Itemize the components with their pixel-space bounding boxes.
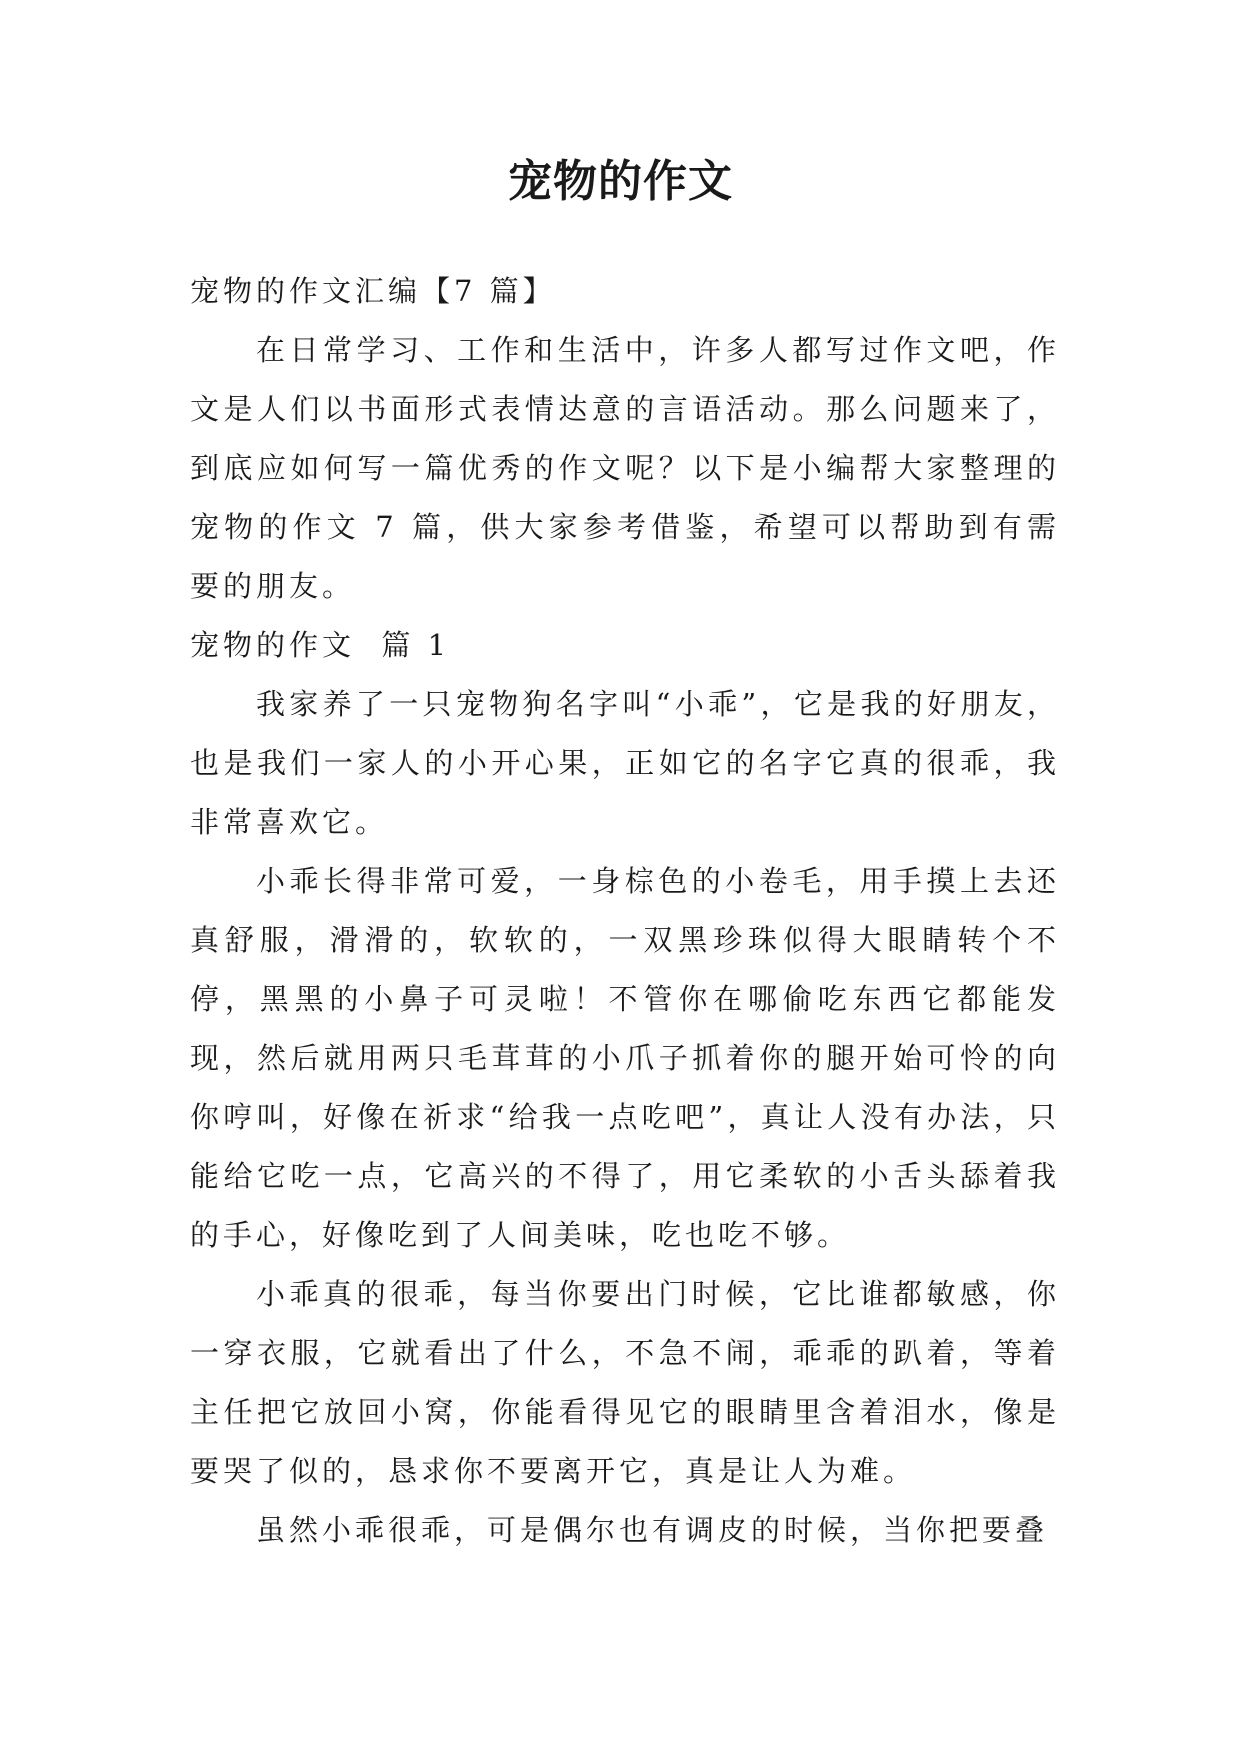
essay-1-paragraph-4: 虽然小乖很乖，可是偶尔也有调皮的时候，当你把要叠 bbox=[256, 1513, 1049, 1547]
collection-heading: 宠物的作文汇编【7 篇】 bbox=[190, 274, 556, 308]
intro-paragraph: 在日常学习、工作和生活中，许多人都写过作文吧，作文是人们以书面形式表情达意的言语活动。那么问题来了，到底应如何写一篇优秀的作文呢？以下是小编帮大家整理的宠物的作文 7 篇，供大家参考借鉴，希望可以帮助到有需要的朋友。 bbox=[190, 333, 1060, 603]
essay-1-heading: 宠物的作文 篇 1 bbox=[190, 628, 451, 662]
document-body bbox=[190, 262, 1060, 1560]
essay-1-paragraph-3: 小乖真的很乖，每当你要出门时候，它比谁都敏感，你一穿衣服，它就看出了什么，不急不闹，乖乖的趴着，等着主任把它放回小窝，你能看得见它的眼睛里含着泪水，像是要哭了似的，恳求你不要离开它，真是让人为难。 bbox=[190, 1277, 1060, 1488]
essay-1-paragraph-1: 我家养了一只宠物狗名字叫“小乖”，它是我的好朋友，也是我们一家人的小开心果，正如它的名字它真的很乖，我非常喜欢它。 bbox=[190, 687, 1060, 839]
document-title: 宠物的作文 bbox=[508, 156, 733, 207]
essay-1-paragraph-2: 小乖长得非常可爱，一身棕色的小卷毛，用手摸上去还真舒服，滑滑的，软软的，一双黑珍珠似得大眼睛转个不停，黑黑的小鼻子可灵啦！不管你在哪偷吃东西它都能发现，然后就用两只毛茸茸的小爪子抓着你的腿开始可怜的向你哼叫，好像在祈求“给我一点吃吧”，真让人没有办法，只能给它吃一点，它高兴的不得了，用它柔软的小舌头舔着我的手心，好像吃到了人间美味，吃也吃不够。 bbox=[190, 864, 1060, 1252]
